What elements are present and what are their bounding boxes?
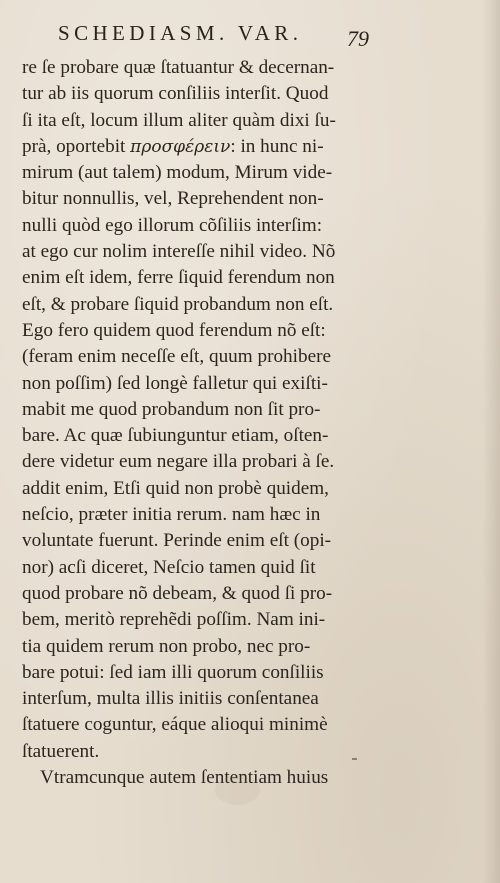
text-line: dere videtur eum negare illa probari à ſe.: [22, 451, 335, 473]
body-text: [22, 55, 382, 791]
text-segment: prà, oportebit: [22, 135, 131, 157]
text-segment: : in hunc ni-: [230, 135, 324, 157]
text-line: ſi ita eſt, locum illum aliter quàm dixi ſu-: [22, 109, 336, 131]
text-line: bitur nonnullis, vel, Reprehendent non-: [22, 188, 324, 210]
text-line: non poſſim) ſed longè falletur qui exiſti-: [22, 372, 328, 394]
text-line: bare potui: ſed iam illi quorum conſiliis: [22, 661, 324, 683]
text-line: mirum (aut talem) modum, Mirum vide-: [22, 162, 333, 184]
text-line: enim eſt idem, ferre ſiquid ferendum non: [22, 267, 335, 289]
text-line: neſcio, præter initia rerum. nam hæc in: [22, 504, 321, 526]
text-line: addit enim, Etſi quid non probè quidem,: [22, 477, 329, 499]
text-line: interſum, multa illis initiis conſentanea: [22, 688, 319, 710]
text-line: bare. Ac quæ ſubiunguntur etiam, oſten-: [22, 425, 329, 447]
ink-mark: [352, 758, 357, 760]
text-line: Ego fero quidem quod ferendum nõ eſt:: [22, 319, 326, 341]
text-line: tur ab iis quorum conſiliis interſit. Quod: [22, 83, 329, 105]
text-line: (feram enim neceſſe eſt, quum prohibere: [22, 346, 331, 368]
paragraph-start-line: Vtramcunque autem ſententiam huius: [40, 767, 329, 789]
text-line: nulli quòd ego illorum cõſiliis interſim:: [22, 214, 323, 236]
text-line: eſt, & probare ſiquid probandum non eſt.: [22, 293, 334, 315]
text-line: tia quidem rerum non probo, nec pro-: [22, 635, 311, 657]
text-line: bem, meritò reprehẽdi poſſim. Nam ini-: [22, 609, 326, 631]
page-number: 79: [347, 26, 369, 51]
text-line: re ſe probare quæ ſtatuantur & decernan-: [22, 57, 335, 78]
greek-word: προσφέρειν: [130, 136, 231, 157]
text-line: ſtatuerent.: [22, 740, 100, 762]
text-line: quod probare nõ debeam, & quod ſi pro-: [22, 582, 333, 604]
text-line: at ego cur nolim intereſſe nihil video. Nõ: [22, 241, 336, 263]
gutter-shadow: [482, 0, 500, 883]
text-line: voluntate fuerunt. Perinde enim eſt (opi-: [22, 530, 332, 552]
text-line: ſtatuere coguntur, eáque alioqui minimè: [22, 714, 328, 736]
running-head: SCHEDIASM. VAR.: [58, 21, 303, 45]
text-line: mabit me quod probandum non ſit pro-: [22, 398, 321, 420]
text-line: nor) acſi diceret, Neſcio tamen quid ſit: [22, 556, 316, 578]
paper-stain: [215, 775, 260, 805]
text-line-with-greek: [22, 134, 382, 160]
